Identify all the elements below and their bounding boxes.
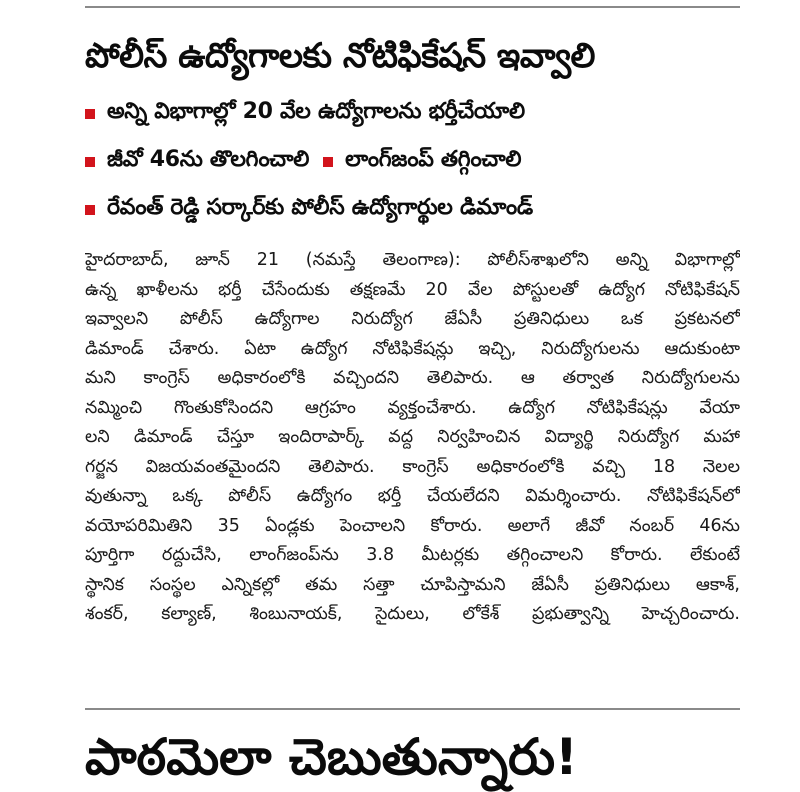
bottom-rule [85,708,740,710]
body-line: ఇవ్వాలని పోలీస్‌ ఉద్యోగాల నిరుద్యోగ జేఏసీ ప్రతినిధులు ఒక ప్రకటనలో [85,309,740,329]
article-body [85,246,740,630]
next-article-headline: పాఠమెలా చెబుతున్నారు! [85,728,578,786]
body-line: వుతున్నా ఒక్క పోలీస్‌ ఉద్యోగం భర్తీ చేయలేదని విమర్శించారు. నోటిఫికేషన్‌లో [85,486,740,506]
red-square-bullet-icon [323,157,333,167]
subheadline-item [85,138,745,186]
subheadline-text: జీవో 46ను తొలగించాలి [107,147,310,172]
subheadline-text: లాంగ్‌జంప్‌ తగ్గించాలి [345,147,522,172]
subheadline-item [85,90,745,138]
subheadline-list [85,90,745,234]
subheadline-text: అన్ని విభాగాల్లో 20 వేల ఉద్యోగాలను భర్తీచేయాలి [107,99,525,124]
body-line: హైదరాబాద్‌, జూన్‌ 21 (నమస్తే తెలంగాణ): పోలీస్‌శాఖలోని అన్ని విభాగాల్లో [85,250,740,270]
body-line: మని కాంగ్రెస్‌ అధికారంలోకి వచ్చిందని తెలిపారు. ఆ తర్వాత నిరుద్యోగులను [85,368,740,388]
body-line: స్థానిక సంస్థల ఎన్నికల్లో తమ సత్తా చూపిస్తామని జేఏసీ ప్రతినిధులు ఆకాశ్‌, [85,574,740,595]
body-line: నమ్మించి గొంతుకోసిందని ఆగ్రహం వ్యక్తంచేశారు. ఉద్యోగ నోటిఫికేషన్లు వేయా [85,397,740,418]
body-line: గర్జన విజయవంతమైందని తెలిపారు. కాంగ్రెస్‌ అధికారంలోకి వచ్చి 18 నెలల [85,456,740,477]
article-headline: పోలీస్‌ ఉద్యోగాలకు నోటిఫికేషన్‌ ఇవ్వాలి [85,36,595,76]
body-line: శంకర్‌, కల్యాణ్‌, శింబునాయక్‌, సైదులు, లోకేశ్‌ ప్రభుత్వాన్ని హెచ్చరించారు. [85,604,740,624]
red-square-bullet-icon [85,109,95,119]
top-rule [85,6,740,8]
subheadline-text: రేవంత్‌ రెడ్డి సర్కార్‌కు పోలీస్‌ ఉద్యోగార్థుల డిమాండ్‌ [107,195,533,220]
body-line: వయోపరిమితిని 35 ఏండ్లకు పెంచాలని కోరారు. అలాగే జీవో నంబర్‌ 46ను [85,515,740,536]
body-line: లని డిమాండ్‌ చేస్తూ ఇందిరాపార్క్‌ వద్ద నిర్వహించిన విద్యార్థి నిరుద్యోగ మహా [85,427,740,447]
red-square-bullet-icon [85,157,95,167]
body-line: పూర్తిగా రద్దుచేసి, లాంగ్‌జంప్‌ను 3.8 మీటర్లకు తగ్గించాలని కోరారు. లేకుంటే [85,545,740,565]
body-line: ఉన్న ఖాళీలను భర్తీ చేసేందుకు తక్షణమే 20 వేల పోస్టులతో ఉద్యోగ నోటిఫికేషన్‌ [85,279,740,300]
subheadline-item [85,186,745,234]
body-line: డిమాండ్‌ చేశారు. ఏటా ఉద్యోగ నోటిఫికేషన్లు ఇచ్చి, నిరుద్యోగులను ఆదుకుంటా [85,338,740,359]
red-square-bullet-icon [85,205,95,215]
